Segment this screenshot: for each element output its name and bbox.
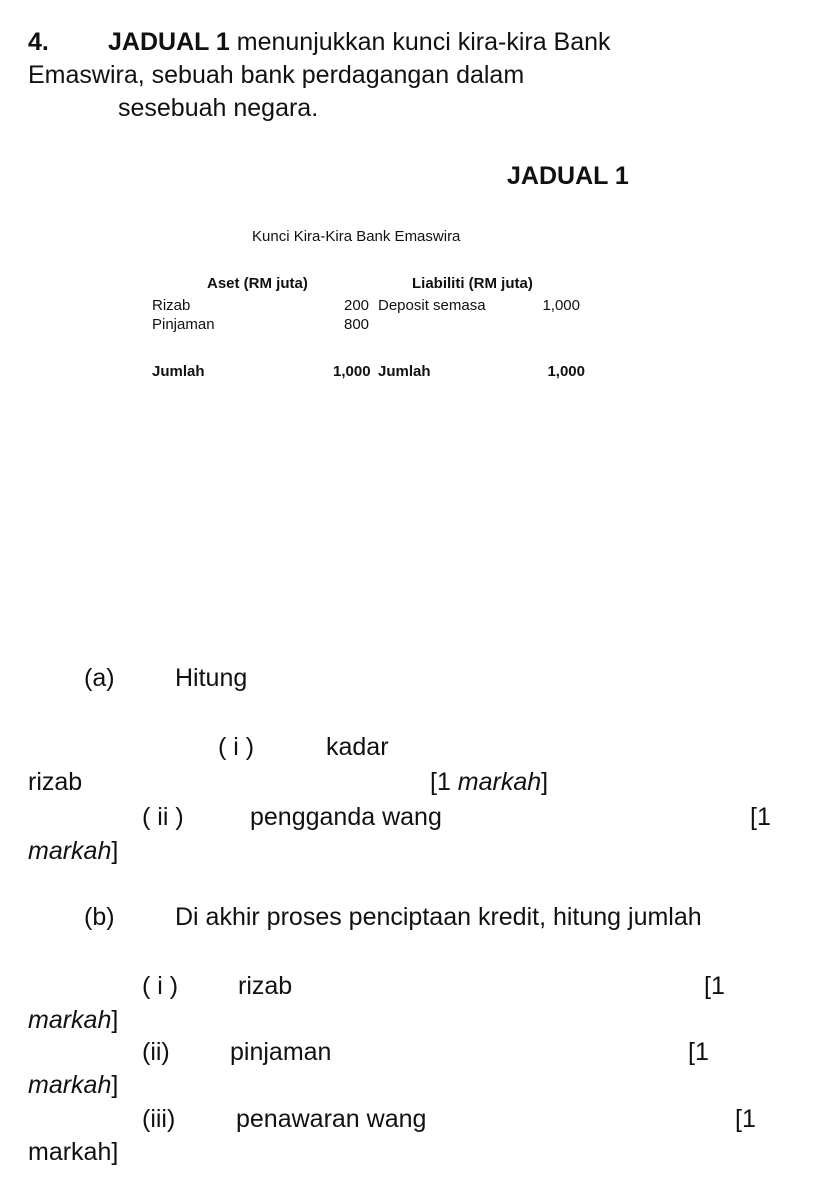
part-b-ii-label: (ii)	[142, 1038, 170, 1066]
marks-close: ]	[111, 1071, 119, 1099]
question-intro-line2: Emaswira, sebuah bank perdagangan dalam	[28, 61, 525, 89]
marks-word: markah	[28, 837, 112, 865]
part-a-i-text-cont: rizab	[28, 768, 83, 796]
part-b-label: (b)	[84, 903, 115, 931]
liability-total-value: 1,000	[547, 363, 585, 380]
question-intro-bold: JADUAL 1	[108, 28, 230, 56]
part-a-title: Hitung	[175, 664, 248, 692]
part-a-ii-label: ( ii )	[142, 803, 184, 831]
part-b-iii-label: (iii)	[142, 1105, 176, 1133]
marks-open: [1	[430, 768, 458, 796]
part-b-iii-marks-end: markah]	[28, 1138, 119, 1166]
part-b-ii-marks-open: [1	[688, 1038, 709, 1066]
part-b-ii-marks-end	[28, 1069, 118, 1101]
part-a-i-label: ( i )	[218, 733, 255, 761]
part-b-title: Di akhir proses penciptaan kredit, hitung jumlah	[175, 903, 702, 931]
part-a-label: (a)	[84, 664, 115, 692]
asset-value-rizab: 200	[344, 297, 370, 314]
liability-total-label: Jumlah	[378, 363, 431, 380]
marks-word: markah	[28, 1071, 112, 1099]
liability-label-deposit: Deposit semasa	[378, 297, 486, 314]
part-b-i-label: ( i )	[142, 972, 179, 1000]
part-a-ii-marks-open: [1	[750, 803, 771, 831]
part-b-iii-text: penawaran wang	[236, 1105, 427, 1133]
asset-total-label: Jumlah	[152, 363, 205, 380]
liabilities-header: Liabiliti (RM juta)	[412, 275, 533, 292]
table-title: JADUAL 1	[507, 162, 629, 190]
question-intro-text: menunjukkan kunci kira-kira Bank	[236, 28, 611, 56]
question-intro-line1	[108, 26, 611, 58]
marks-close: ]	[541, 768, 549, 796]
asset-total-value: 1,000	[333, 363, 371, 380]
assets-header: Aset (RM juta)	[207, 275, 308, 292]
part-b-i-marks-end	[28, 1004, 118, 1036]
marks-word: markah	[457, 768, 542, 796]
asset-label-rizab: Rizab	[152, 297, 191, 314]
part-b-ii-text: pinjaman	[230, 1038, 332, 1066]
part-a-i-marks	[430, 766, 548, 798]
part-b-i-marks-open: [1	[704, 972, 725, 1000]
marks-word: markah	[28, 1006, 112, 1034]
marks-close: ]	[111, 1006, 119, 1034]
part-b-i-text: rizab	[238, 972, 293, 1000]
marks-close: ]	[111, 837, 119, 865]
question-number: 4.	[28, 28, 49, 56]
part-a-i-text: kadar	[326, 733, 389, 761]
part-b-iii-marks-open: [1	[735, 1105, 756, 1133]
liability-value-deposit: 1,000	[542, 297, 580, 314]
balance-sheet-caption: Kunci Kira-Kira Bank Emaswira	[252, 228, 461, 245]
asset-value-pinjaman: 800	[344, 316, 370, 333]
asset-label-pinjaman: Pinjaman	[152, 316, 215, 333]
part-a-ii-text: pengganda wang	[250, 803, 442, 831]
part-a-ii-marks-end	[28, 835, 118, 867]
question-intro-line3: sesebuah negara.	[118, 94, 319, 122]
